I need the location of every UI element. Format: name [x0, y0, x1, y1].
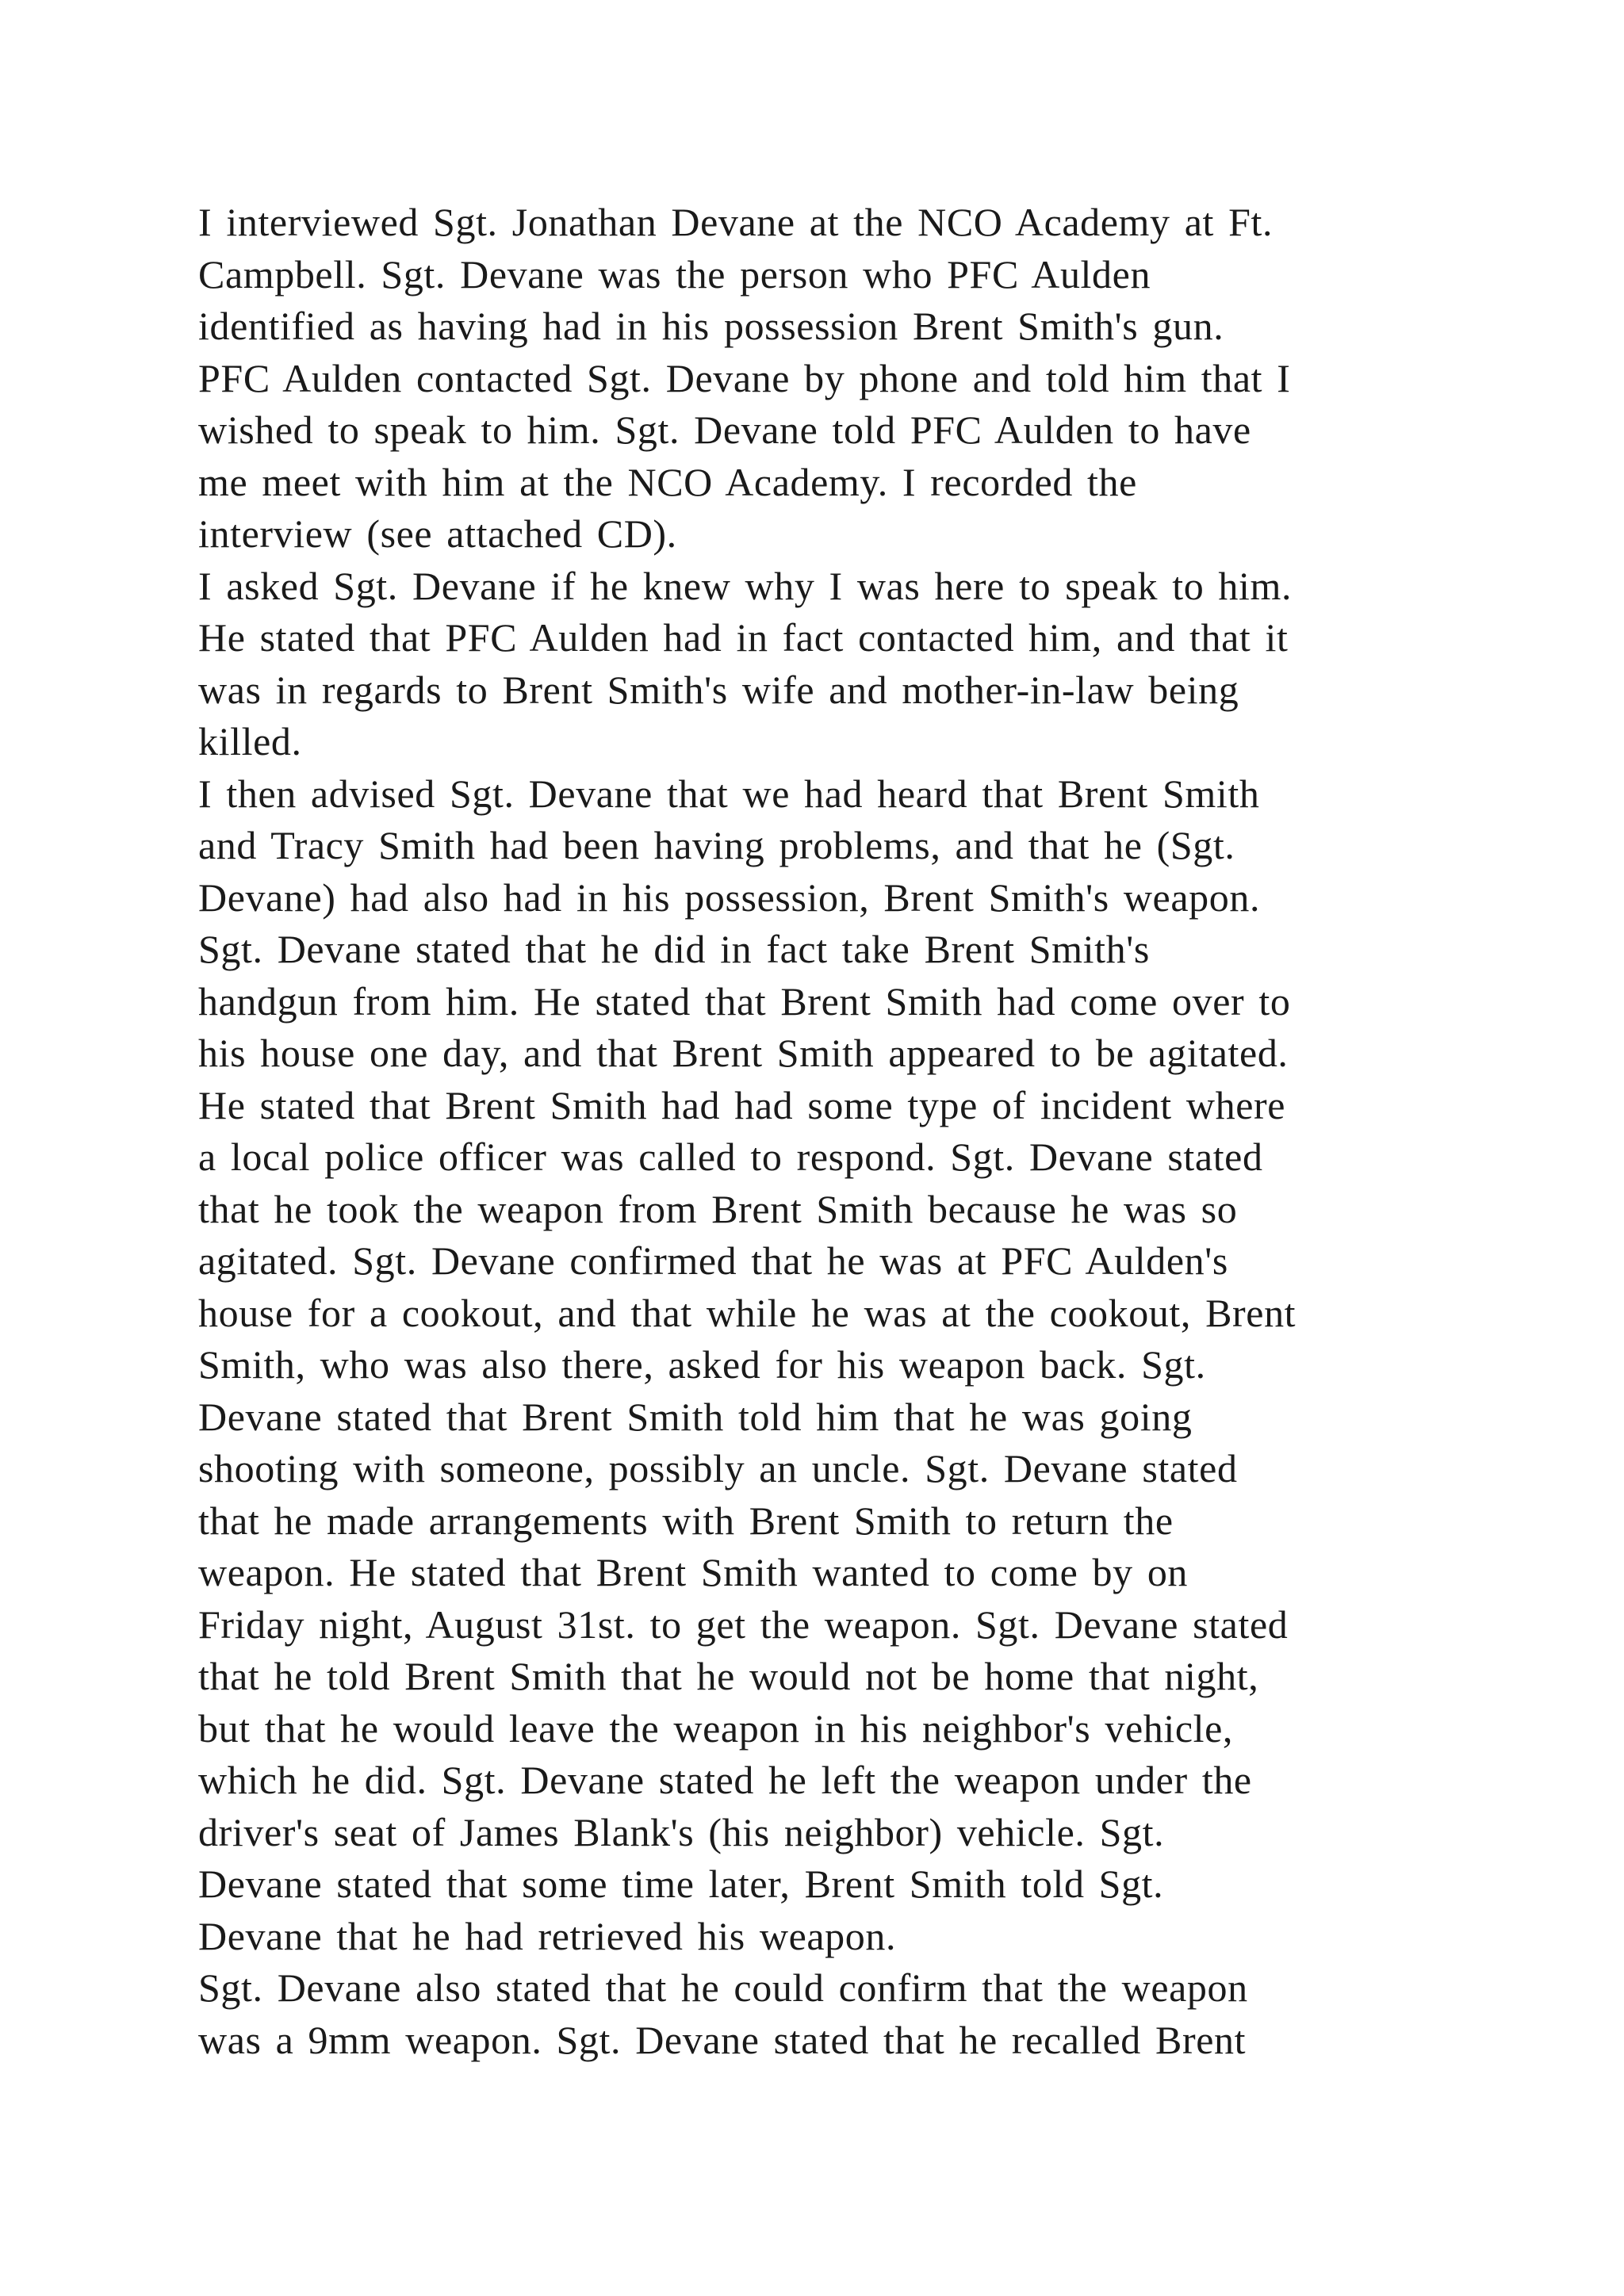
text-line: weapon. He stated that Brent Smith wanted to come by on: [198, 1550, 1189, 1594]
text-line: but that he would leave the weapon in his neighbor's vehicle,: [198, 1705, 1234, 1751]
text-line: was in regards to Brent Smith's wife and mother-in-law being: [198, 667, 1239, 712]
text-line: killed.: [198, 719, 302, 763]
text-line: interview (see attached CD).: [198, 511, 677, 556]
text-line: Sgt. Devane stated that he did in fact take Brent Smith's: [198, 927, 1150, 971]
text-line: He stated that PFC Aulden had in fact contacted him, and that it: [198, 615, 1289, 660]
text-line: which he did. Sgt. Devane stated he left the weapon under the: [198, 1758, 1252, 1802]
text-line: I interviewed Sgt. Jonathan Devane at the NCO Academy at Ft.: [198, 200, 1274, 244]
text-line: wished to speak to him. Sgt. Devane told PFC Aulden to have: [198, 408, 1251, 452]
text-line: and Tracy Smith had been having problems, and that he (Sgt.: [198, 823, 1235, 867]
text-line: Campbell. Sgt. Devane was the person who PFC Aulden: [198, 251, 1151, 297]
text-line: I then advised Sgt. Devane that we had heard that Brent Smith: [198, 771, 1260, 816]
text-line: I asked Sgt. Devane if he knew why I was here to speak to him.: [198, 563, 1293, 608]
text-line: Devane that he had retrieved his weapon.: [198, 1913, 897, 1958]
text-line: agitated. Sgt. Devane confirmed that he was at PFC Aulden's: [198, 1238, 1228, 1283]
text-line: his house one day, and that Brent Smith appeared to be agitated.: [198, 1031, 1289, 1075]
text-line: house for a cookout, and that while he was at the cookout, Brent: [198, 1290, 1297, 1335]
text-line: Devane) had also had in his possession, Brent Smith's weapon.: [198, 874, 1261, 920]
document-body-text: [198, 197, 1435, 2066]
text-line: shooting with someone, possibly an uncle. Sgt. Devane stated: [198, 1446, 1238, 1490]
text-line: identified as having had in his possession Brent Smith's gun.: [198, 304, 1224, 348]
text-line: that he made arrangements with Brent Smith to return the: [198, 1498, 1174, 1543]
text-line: that he took the weapon from Brent Smith because he was so: [198, 1186, 1238, 1231]
text-line: was a 9mm weapon. Sgt. Devane stated that he recalled Brent: [198, 2017, 1247, 2062]
text-line: driver's seat of James Blank's (his neighbor) vehicle. Sgt.: [198, 1809, 1165, 1854]
text-line: He stated that Brent Smith had had some type of incident where: [198, 1082, 1286, 1127]
text-line: a local police officer was called to respond. Sgt. Devane stated: [198, 1135, 1263, 1179]
text-line: Devane stated that some time later, Brent Smith told Sgt.: [198, 1862, 1164, 1906]
text-line: handgun from him. He stated that Brent Smith had come over to: [198, 978, 1291, 1024]
text-line: Smith, who was also there, asked for his weapon back. Sgt.: [198, 1342, 1206, 1387]
text-line: PFC Aulden contacted Sgt. Devane by phone and told him that I: [198, 355, 1291, 400]
text-line: Devane stated that Brent Smith told him that he was going: [198, 1394, 1193, 1439]
text-line: me meet with him at the NCO Academy. I recorded the: [198, 459, 1137, 504]
text-line: Sgt. Devane also stated that he could confirm that the weapon: [198, 1965, 1248, 2010]
text-line: that he told Brent Smith that he would not be home that night,: [198, 1654, 1259, 1698]
text-line: Friday night, August 31st. to get the weapon. Sgt. Devane stated: [198, 1601, 1289, 1647]
